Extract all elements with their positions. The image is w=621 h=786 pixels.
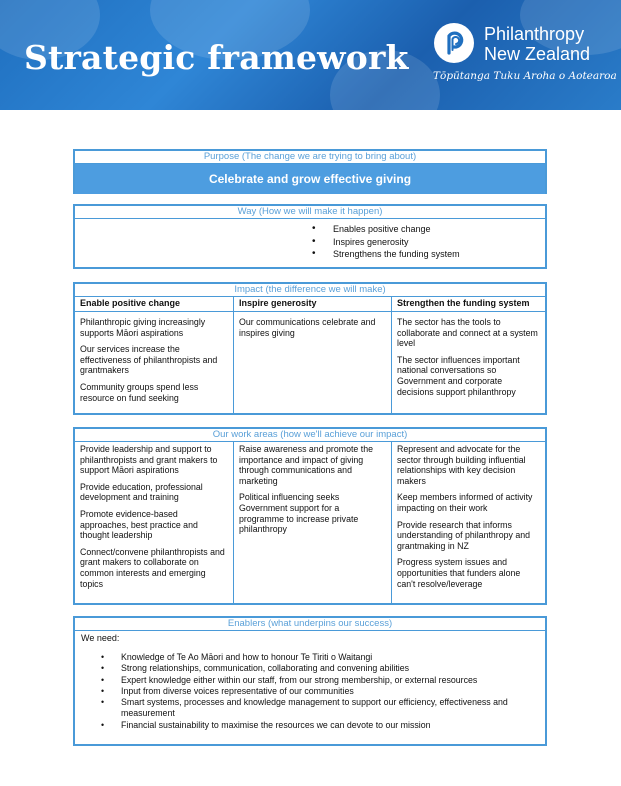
impact-column-title: Inspire generosity (234, 297, 391, 312)
list-item: Raise awareness and promote the importance and impact of giving through communications and marketing (239, 444, 373, 486)
purpose-heading: Purpose (The change we are trying to bring about) (75, 151, 545, 164)
work-areas-heading: Our work areas (how we'll achieve our impact) (75, 429, 545, 442)
list-item: • Knowledge of Te Ao Māori and how to honour Te Tiriti o Waitangi (75, 652, 545, 663)
header-banner (0, 0, 621, 110)
list-item: Provide education, professional development and training (80, 481, 203, 503)
impact-column (233, 297, 391, 413)
impact-column (391, 297, 545, 413)
enablers-section (73, 616, 547, 746)
list-item: Our communications celebrate and inspires giving (239, 317, 376, 338)
way-section (73, 204, 547, 269)
list-item: • Inspires generosity (75, 236, 545, 249)
list-item: • Financial sustainability to maximise the resources we can devote to our mission (75, 720, 545, 731)
way-list (75, 223, 545, 261)
impact-column-title: Enable positive change (75, 297, 233, 312)
philanthropy-logo-icon (433, 22, 475, 64)
organisation-name (484, 24, 590, 64)
list-item: Provide research that informs understanding of philanthropy and grantmaking in NZ (397, 519, 531, 551)
list-item: Provide leadership and support to philanthropists and grant makers to support Māori aspirations (80, 444, 218, 476)
impact-column-title: Strengthen the funding system (392, 297, 545, 312)
org-name-line2: New Zealand (484, 44, 591, 64)
list-item: • Input from diverse voices representative of our communities (75, 686, 545, 697)
impact-columns (75, 297, 545, 413)
work-areas-column (75, 442, 233, 603)
list-item: The sector has the tools to collaborate and connect at a system level (397, 317, 538, 349)
impact-heading: Impact (the difference we will make) (75, 284, 545, 297)
purpose-statement: Celebrate and grow effective giving (75, 164, 545, 194)
list-item: Keep members informed of activity impacting on their work (397, 492, 533, 513)
list-item: Progress system issues and opportunities that funders alone can't resolve/leverage (397, 557, 521, 589)
list-item: Community groups spend less resource on fund seeking (80, 381, 199, 403)
list-item: Philanthropic giving increasingly supports Māori aspirations (80, 317, 206, 338)
impact-section (73, 282, 547, 415)
page-title: Strategic framework (24, 38, 409, 77)
work-areas-column (391, 442, 545, 603)
list-item: Our services increase the effectiveness of philanthropists and grantmakers (80, 344, 218, 376)
impact-column (75, 297, 233, 413)
enablers-intro: We need: (81, 633, 120, 643)
list-item: Represent and advocate for the sector through building influential relationships with key decision makers (397, 444, 526, 486)
list-item: • Smart systems, processes and knowledge management to support our efficiency, effectiveness and measurement (75, 697, 545, 720)
way-heading: Way (How we will make it happen) (75, 206, 545, 219)
enablers-list (75, 652, 545, 731)
list-item: • Expert knowledge either within our staff, from our strong membership, or external resources (75, 675, 545, 686)
list-item: Promote evidence-based approaches, best practice and thought leadership (80, 508, 198, 541)
purpose-section (73, 149, 547, 194)
org-tagline: Tōpūtanga Tuku Aroha o Aotearoa (433, 70, 617, 82)
list-item: • Enables positive change (75, 223, 545, 236)
list-item: • Strengthens the funding system (75, 248, 545, 261)
list-item: Connect/convene philanthropists and grant makers to collaborate on common interests and emerging topics (80, 546, 225, 589)
work-areas-section (73, 427, 547, 605)
work-areas-columns (75, 442, 545, 603)
enablers-heading: Enablers (what underpins our success) (75, 618, 545, 631)
list-item: • Strong relationships, communication, collaborating and convening abilities (75, 663, 545, 674)
list-item: Political influencing seeks Government support for a programme to increase private philanthropy (239, 492, 359, 535)
list-item: The sector influences important national conversations so Government and corporate decisions support philanthropy (397, 354, 520, 397)
work-areas-column (233, 442, 391, 603)
org-name-line1: Philanthropy (484, 24, 585, 44)
